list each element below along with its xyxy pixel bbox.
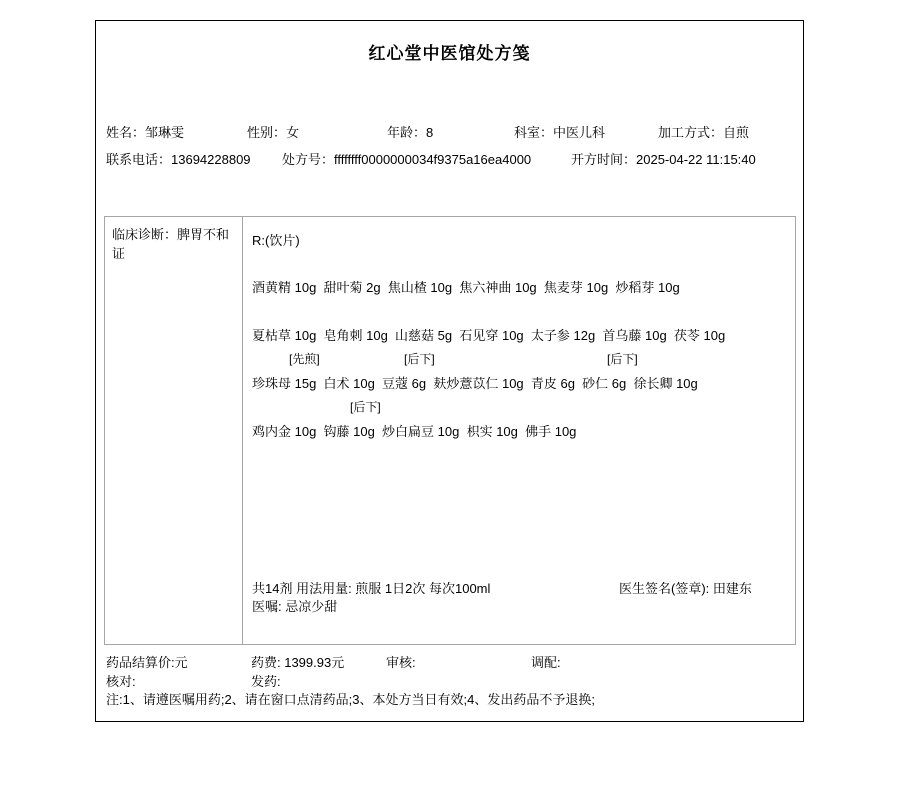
- doctor-signature: 医生签名(签章): 田建东: [619, 581, 752, 596]
- herb-line-3: 珍珠母 15g 白术 10g 豆蔻 6g 麸炒薏苡仁 10g 青皮 6g 砂仁 6g 徐长卿 10g: [252, 376, 698, 391]
- add-later-note-1: [后下]: [404, 352, 435, 366]
- add-later-note-2: [后下]: [607, 352, 638, 366]
- herb-line-1: 酒黄精 10g 甜叶菊 2g 焦山楂 10g 焦六神曲 10g 焦麦芽 10g 炒稻芽 10g: [252, 280, 680, 295]
- check-label: 核对:: [106, 674, 136, 689]
- page-title: 红心堂中医馆处方笺: [368, 44, 531, 63]
- processing-method: 加工方式：自煎: [658, 125, 750, 140]
- dispense-label: 发药:: [251, 674, 281, 689]
- prescription-number: 处方号：ffffffff0000000034f9375a16ea4000: [282, 152, 532, 167]
- dosage-usage: 共14剂 用法用量: 煎服 1日2次 每次100ml: [252, 581, 491, 596]
- patient-name: 姓名：邹琳雯: [106, 125, 185, 140]
- prescription-time: 开方时间：2025-04-22 11:15:40: [571, 152, 756, 167]
- patient-department: 科室：中医儿科: [514, 125, 606, 140]
- review-label: 审核:: [386, 655, 416, 670]
- herb-line-4: 鸡内金 10g 钩藤 10g 炒白扁豆 10g 枳实 10g 佛手 10g: [252, 424, 577, 439]
- patient-age: 年龄：8: [387, 125, 434, 140]
- rx-header: R:(饮片): [252, 233, 300, 248]
- patient-gender: 性别：女: [247, 125, 300, 140]
- prescription-box: [104, 216, 796, 645]
- patient-phone: 联系电话：13694228809: [106, 152, 251, 167]
- medical-advice: 医嘱: 忌凉少甜: [252, 599, 338, 614]
- decoct-first-note: [先煎]: [289, 352, 320, 366]
- settle-price-label: 药品结算价:元: [106, 655, 188, 670]
- herb-line-2: 夏枯草 10g 皂角刺 10g 山慈菇 5g 石见穿 10g 太子参 12g 首乌藤 10g 茯苓 10g: [252, 328, 726, 343]
- add-later-note-3: [后下]: [350, 400, 381, 414]
- footer-note: 注:1、请遵医嘱用药;2、请在窗口点清药品;3、本处方当日有效;4、发出药品不予退换;: [106, 692, 595, 707]
- prepare-label: 调配:: [531, 655, 561, 670]
- prescription-sheet: [95, 20, 804, 722]
- clinical-diagnosis: 临床诊断：脾胃不和证: [112, 227, 230, 261]
- diagnosis-panel: [105, 217, 243, 644]
- medicine-fee: 药费: 1399.93元: [251, 655, 345, 670]
